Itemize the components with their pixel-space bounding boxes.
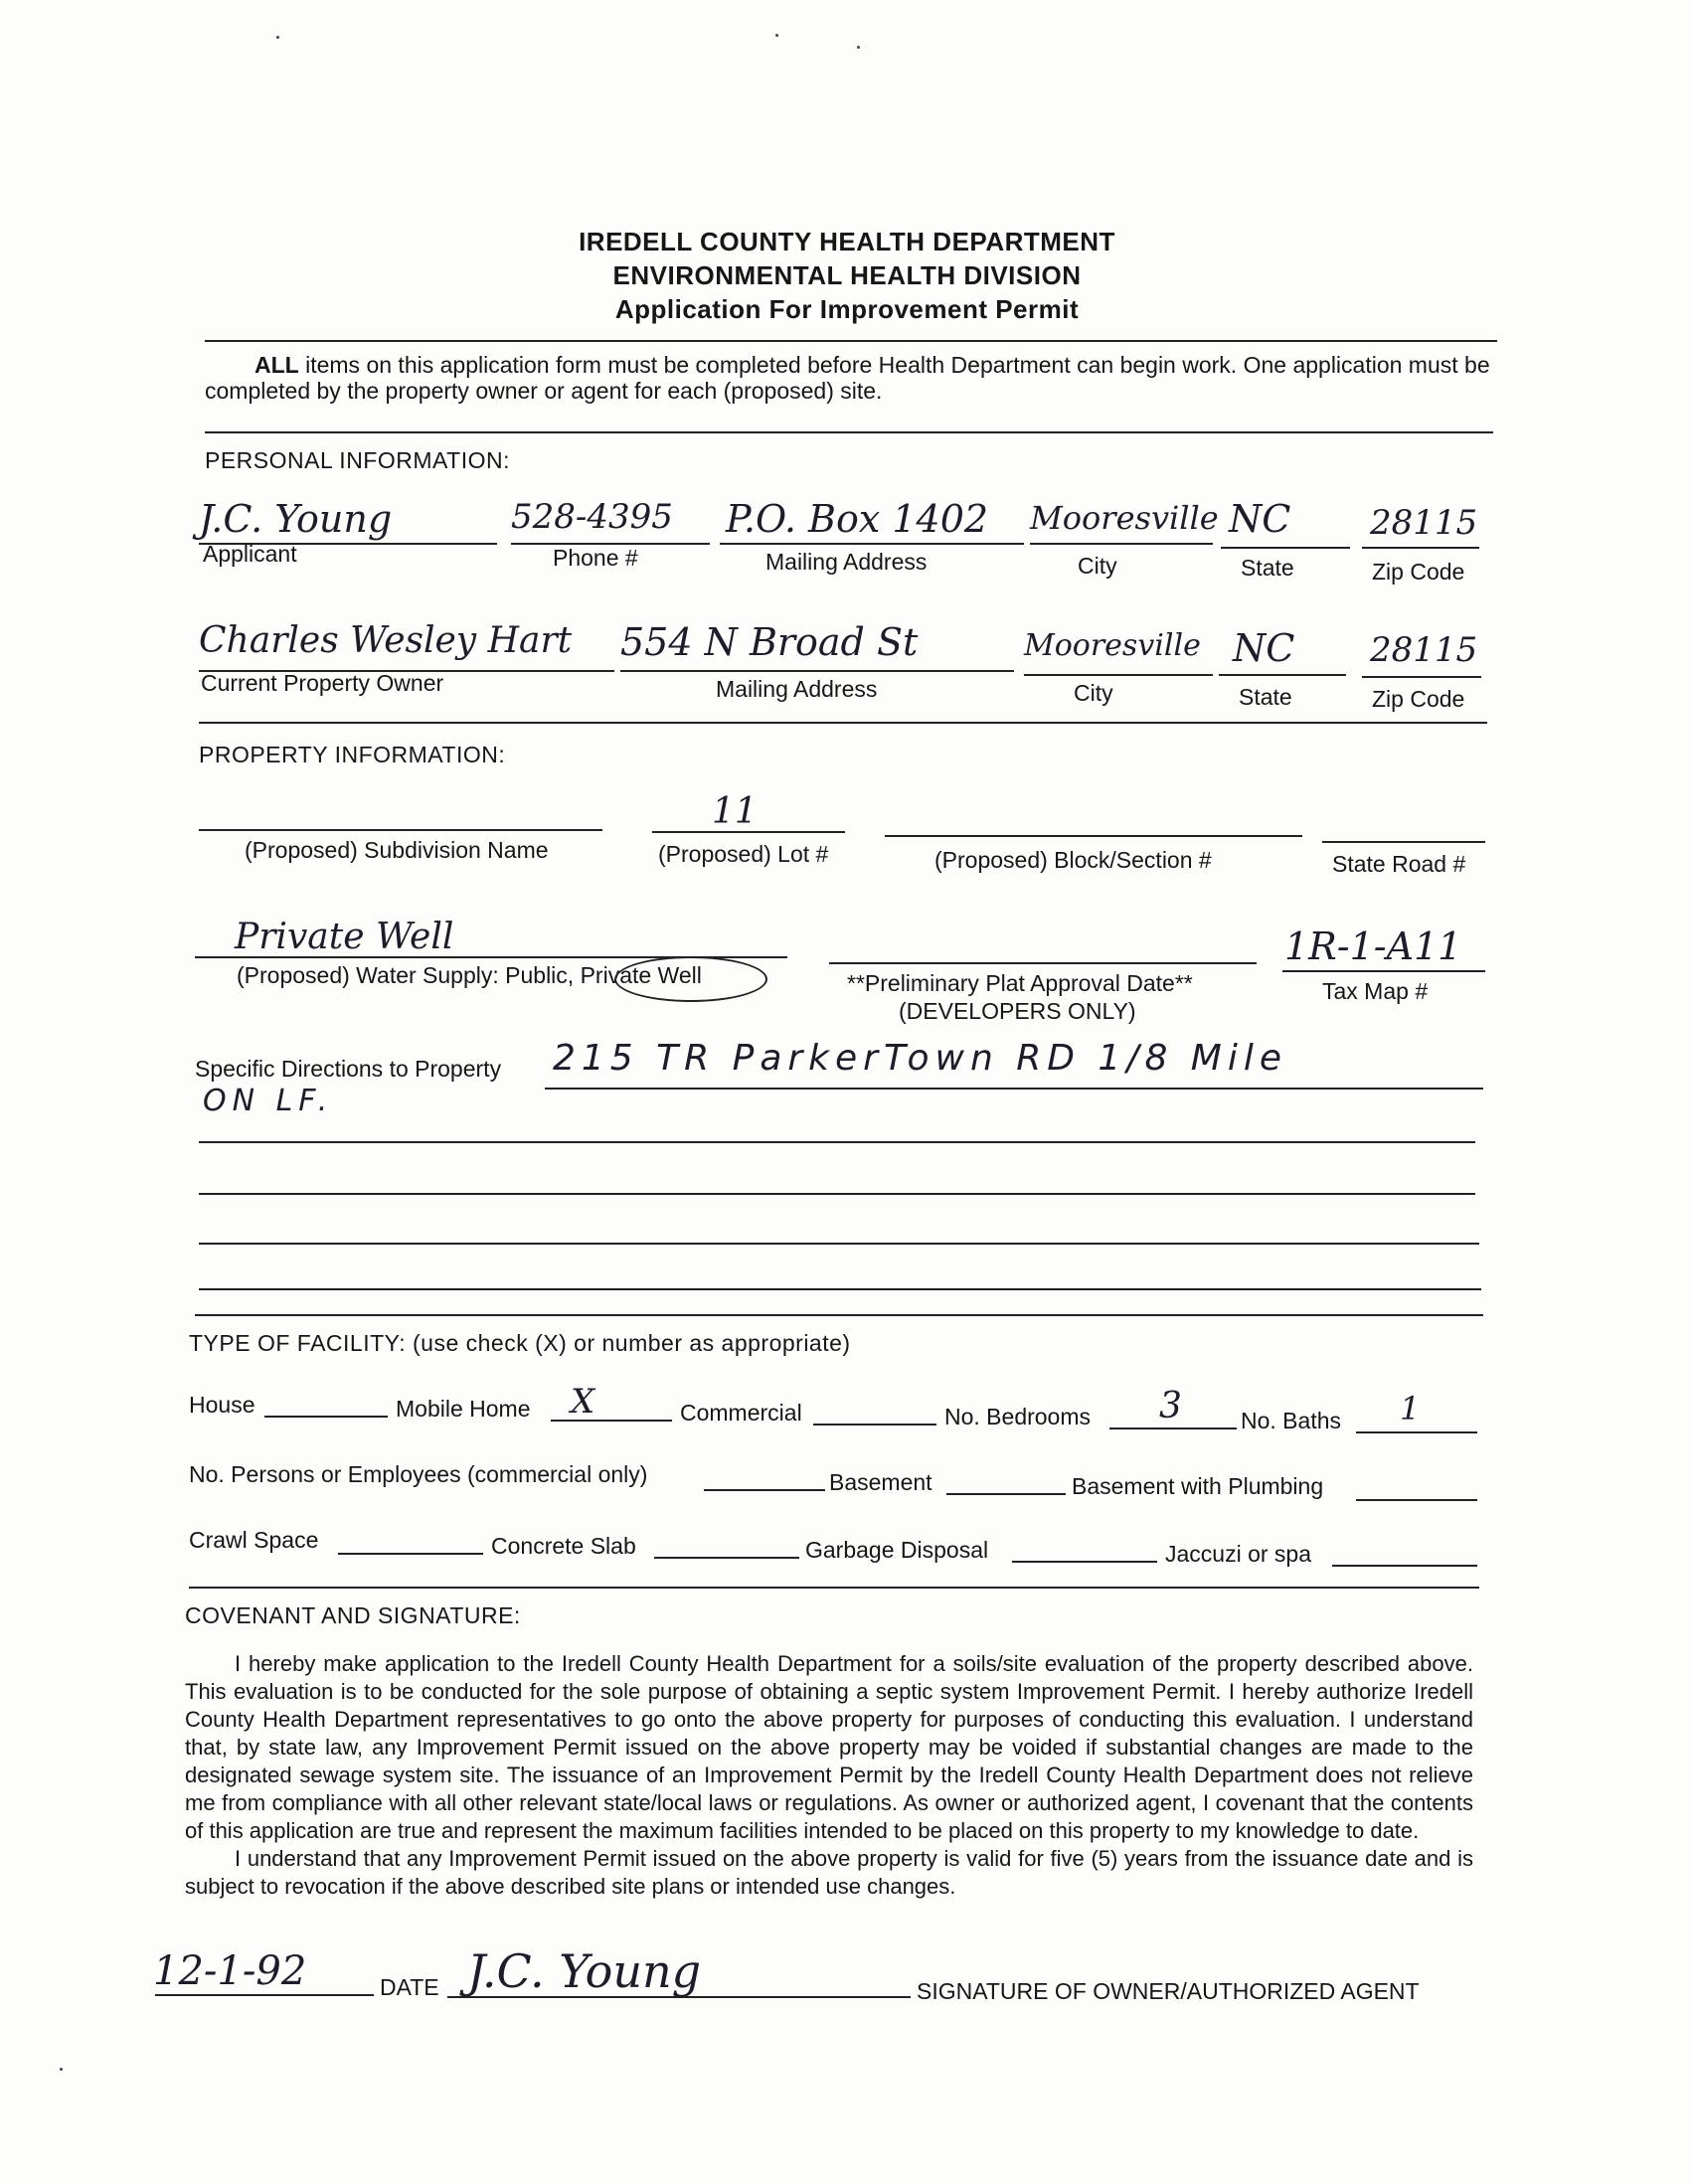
directions-line2-value: ON LF. — [203, 1084, 334, 1118]
mailing-label: Mailing Address — [765, 549, 928, 575]
water-supply-label: (Proposed) Water Supply: Public, Private Well — [237, 962, 702, 988]
developers-only-label: (DEVELOPERS ONLY) — [899, 998, 1136, 1024]
owner-name-value: Charles Wesley Hart — [199, 620, 573, 661]
personal-rule — [199, 722, 1487, 724]
lot-label: (Proposed) Lot # — [658, 841, 829, 867]
water-supply-value: Private Well — [235, 917, 454, 957]
city-label: City — [1078, 553, 1117, 579]
intro-text: ALL items on this application form must be completed before Health Department can begin work. One application must be completed by the property owner or agent for each (proposed) site. — [205, 352, 1490, 404]
covenant-heading: COVENANT AND SIGNATURE: — [185, 1602, 521, 1628]
owner-zip-label: Zip Code — [1372, 686, 1465, 712]
owner-state-label: State — [1239, 684, 1292, 710]
signature-label: SIGNATURE OF OWNER/AUTHORIZED AGENT — [917, 1978, 1420, 2004]
division-title: ENVIRONMENTAL HEALTH DIVISION — [612, 260, 1082, 290]
mobile-home-label: Mobile Home — [396, 1396, 531, 1422]
header-rule — [205, 340, 1497, 342]
subdivision-label: (Proposed) Subdivision Name — [245, 837, 549, 863]
covenant-paragraph-2: I understand that any Improvement Permit issued on the above property is valid for five (5) years from the issuance date and is subject to revocation if the above described site plans or intended use changes. — [185, 1846, 1473, 1899]
crawl-space-label: Crawl Space — [189, 1527, 319, 1553]
scan-speck — [276, 36, 279, 39]
scan-speck — [775, 34, 778, 37]
state-road-label: State Road # — [1332, 851, 1466, 877]
block-label: (Proposed) Block/Section # — [934, 847, 1212, 873]
tax-map-label: Tax Map # — [1322, 978, 1429, 1004]
basement-label: Basement — [829, 1469, 932, 1495]
owner-signature: J.C. Young — [467, 1944, 702, 1998]
applicant-phone-value: 528-4395 — [511, 497, 673, 537]
baths-label: No. Baths — [1241, 1408, 1341, 1433]
owner-zip-value: 28115 — [1370, 630, 1478, 670]
owner-city-label: City — [1074, 680, 1113, 706]
phone-label: Phone # — [553, 545, 638, 571]
applicant-city-value: Mooresville — [1030, 499, 1219, 537]
date-value: 12-1-92 — [153, 1948, 307, 1994]
bedrooms-label: No. Bedrooms — [944, 1404, 1092, 1429]
facility-heading: TYPE OF FACILITY: (use check (X) or number as appropriate) — [189, 1330, 851, 1356]
mobile-home-value: X — [571, 1382, 595, 1422]
private-well-option: Private Well — [580, 962, 702, 988]
department-title: IREDELL COUNTY HEALTH DEPARTMENT — [579, 227, 1115, 256]
personal-heading: PERSONAL INFORMATION: — [205, 447, 510, 473]
applicant-zip-value: 28115 — [1370, 503, 1478, 543]
applicant-state-value: NC — [1229, 497, 1291, 541]
property-rule — [195, 1314, 1483, 1316]
applicant-label: Applicant — [203, 541, 297, 567]
house-label: House — [189, 1392, 255, 1418]
private-well-circle — [614, 956, 767, 1002]
intro-rule — [205, 431, 1493, 433]
directions-line1-value: 215 TR ParkerTown RD 1/8 Mile — [553, 1038, 1288, 1079]
covenant-text — [185, 1650, 1473, 1901]
directions-label: Specific Directions to Property — [195, 1056, 502, 1082]
covenant-paragraph-1: I hereby make application to the Iredell County Health Department for a soils/site evaluation of the property described above. This evaluation is to be conducted for the sole purpose of obtaining a septic system Improvement Permit. I hereby authorize Iredell County Health Department representatives to go onto the above property for purposes of conducting this evaluation. I understand that, by state law, any Improvement Permit issued on the above property may be voided if substantial changes are made to the designated sewage system site. The issuance of an Improvement Permit by the Iredell County Health Department does not relieve me from compliance with all other relevant state/local laws or regulations. As owner or authorized agent, I covenant that the contents of this application are true and represent the maximum facilities intended to be placed on this property to my knowledge to date. — [185, 1651, 1473, 1843]
date-label: DATE — [380, 1974, 439, 2000]
state-label: State — [1241, 555, 1294, 581]
commercial-label: Commercial — [680, 1400, 802, 1426]
zip-label: Zip Code — [1372, 559, 1465, 585]
form-title: Application For Improvement Permit — [614, 294, 1080, 324]
applicant-mailing-value: P.O. Box 1402 — [726, 497, 989, 541]
bedrooms-value: 3 — [1159, 1386, 1182, 1427]
owner-state-value: NC — [1233, 626, 1295, 670]
concrete-slab-label: Concrete Slab — [491, 1533, 636, 1559]
basement-plumbing-label: Basement with Plumbing — [1072, 1473, 1324, 1499]
applicant-name-value: J.C. Young — [199, 497, 393, 541]
lot-value: 11 — [712, 791, 758, 832]
facility-rule — [189, 1587, 1479, 1589]
property-heading: PROPERTY INFORMATION: — [199, 742, 506, 767]
persons-label: No. Persons or Employees (commercial only) — [189, 1461, 648, 1487]
owner-mailing-value: 554 N Broad St — [620, 620, 919, 664]
owner-city-value: Mooresville — [1024, 628, 1201, 663]
plat-approval-label: **Preliminary Plat Approval Date** — [847, 970, 1193, 996]
owner-mailing-label: Mailing Address — [716, 676, 878, 702]
scan-speck — [60, 2068, 63, 2071]
scan-speck — [857, 46, 860, 49]
baths-value: 1 — [1400, 1390, 1421, 1428]
tax-map-value: 1R-1-A11 — [1284, 924, 1462, 968]
owner-label: Current Property Owner — [201, 670, 444, 696]
garbage-disposal-label: Garbage Disposal — [805, 1537, 989, 1563]
jacuzzi-label: Jaccuzi or spa — [1165, 1541, 1312, 1567]
